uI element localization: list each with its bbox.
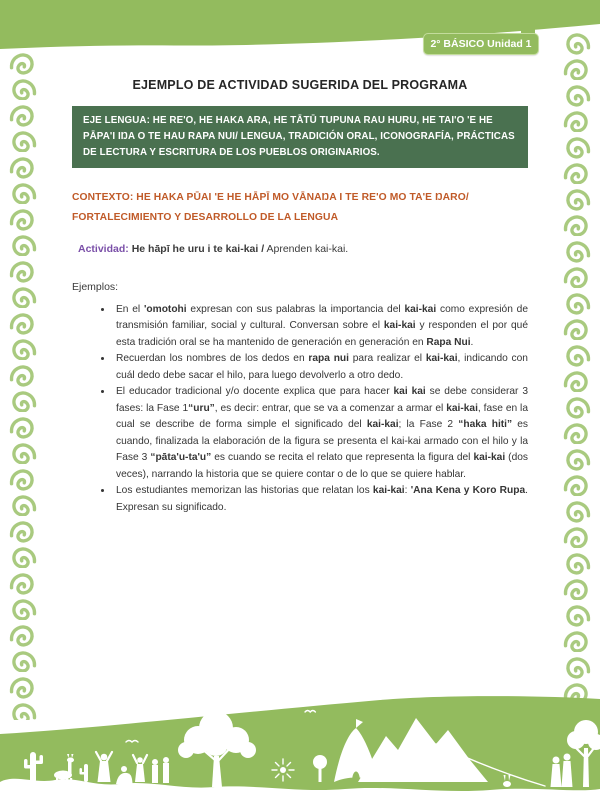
text-run: En el [116,303,144,315]
text-run: kai-kai [366,419,399,431]
text-run: kai-kai [473,452,506,464]
content-area [72,70,528,516]
examples-list [72,302,528,517]
text-run: como expresión de transmisión familiar, social y cultural. Conversan sobre el [116,303,528,332]
text-run: , es decir: entrar, que se va a comenzar a armar el [214,402,447,414]
text-run: (dos veces), narrando la historia que se quiere contar o de lo que se quiere hablar. [116,452,528,480]
text-run: , fase en la cual se describe de forma simple el significado del [116,402,528,431]
unit-badge: 2° BÁSICO Unidad 1 [423,33,539,55]
text-run: para realizar el [348,353,426,365]
example-item-2 [113,351,528,384]
contexto-text: CONTEXTO: HE HAKA PŪAI 'E HE HĀPĪ MO VĀNAŊA I TE RE'O MO TA'E ŊARO/ FORTALECIMIENTO Y DESARROLLO DE LA LENGUA [72,191,469,223]
text-run: : [404,485,411,497]
text-run: expresan con sus palabras la importancia del [186,303,405,315]
actividad-line [78,243,528,255]
example-item-3 [113,384,528,483]
text-run: He hāpī he uru i te kai-kai / [131,242,265,255]
text-run: Actividad: [78,242,129,255]
example-item-4 [113,483,528,516]
text-run: es cuando, finalizada la elaboración de la figura se presenta el kai-kai armado con el hilo y la Fase 3 [116,419,529,464]
text-run: kai kai [393,386,426,398]
text-run: Rapa Nui [426,336,471,348]
text-run: y responden el por qué esta tradición oral se ha mantenido de generación en generación en [116,320,529,348]
koru-border-left-icon [8,48,38,720]
ejemplos-label: Ejemplos: [72,280,119,293]
text-run: , indicando con cuál dedo debe sacar el hilo, para luego devolverlo a otro dedo. [116,353,528,381]
text-run: kai-kai [446,402,478,414]
koru-border-right-icon [562,28,592,720]
text-run: . Expresan su significado. [116,485,528,513]
page-title: EJEMPLO DE ACTIVIDAD SUGERIDA DEL PROGRAMA [132,78,468,92]
flower-icon [272,759,294,781]
text-run: kai-kai [425,353,458,365]
text-run: El educador tradicional y/o docente explica que para hacer [116,386,394,398]
text-run: 'omotohi [144,303,187,315]
text-run: se debe considerar 3 fases: la Fase 1 [116,386,529,414]
text-run: 'Ana Kena y Koro Rupa [410,485,526,497]
text-run: . [470,336,474,348]
example-item-1 [113,302,528,352]
eje-lengua-box [72,106,528,168]
footer-landscape [0,690,600,800]
text-run: Los estudiantes memorizan las historias que relatan los [116,485,373,497]
text-run: “pāta'u-ta'u” [150,452,212,464]
eje-lengua-text: EJE LENGUA: HE RE'O, HE HAKA ARA, HE TĀTŪ TUPUNA RAU HURU, HE TAI'O 'E HE PĀPA'I IŊA O TE HAU RAPA NUI/ LENGUA, TRADICIÓN ORAL, ICONOGRAFÍA, PRÁCTICAS DE LECTURA Y ESCRITURA DE LOS PUEBLOS ORIGINARIOS. [83,115,515,158]
text-run: “uru” [188,402,215,414]
text-run: kai-kai [404,303,437,315]
text-run: Recuerdan los nombres de los dedos en [116,353,309,365]
text-run: kai-kai [372,485,405,497]
text-run: Aprenden kai-kai. [264,242,349,255]
text-run: ; la Fase 2 [398,419,459,431]
text-run: “haka hiti” [458,419,513,431]
text-run: es cuando se recita el relato que representa la figura del [211,452,474,464]
text-run: rapa nui [308,353,349,365]
text-run: kai-kai [383,320,416,332]
